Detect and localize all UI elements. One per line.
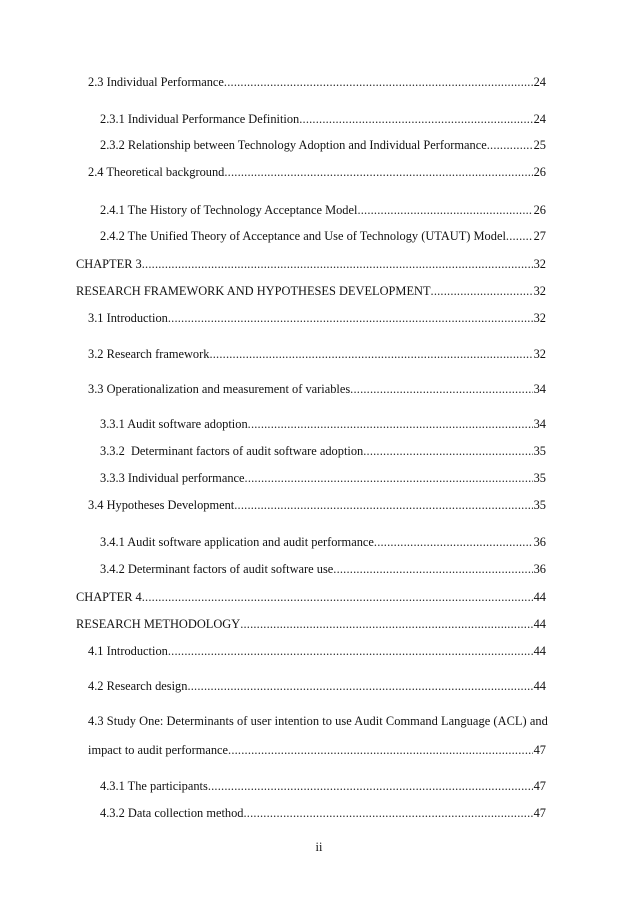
toc-page-number: 32: [533, 284, 546, 298]
toc-label: 2.3.1 Individual Performance Definition: [100, 112, 300, 126]
toc-entry-3-3-2[interactable]: [100, 443, 546, 459]
toc-page-number: 27: [533, 229, 546, 243]
toc-page-number: 34: [533, 382, 546, 396]
toc-page-number: 47: [533, 743, 546, 757]
toc-leader-dots: [142, 589, 533, 605]
toc-entry-3-4-1[interactable]: [100, 534, 546, 550]
toc-label: 3.2 Research framework: [88, 347, 210, 361]
toc-entry-2-3-1[interactable]: [100, 111, 546, 127]
toc-leader-dots: [187, 678, 532, 694]
toc-label: CHAPTER 4: [76, 590, 142, 604]
page-number: ii: [315, 840, 323, 854]
toc-leader-dots: [142, 256, 533, 272]
toc-label: 2.4.2 The Unified Theory of Acceptance and Use of Technology (UTAUT) Model: [100, 229, 506, 243]
toc-leader-dots: [333, 561, 532, 577]
toc-label: 4.2 Research design: [88, 679, 188, 693]
toc-leader-dots: [168, 310, 533, 326]
toc-leader-dots: [240, 616, 532, 632]
toc-entry-3-4-2[interactable]: [100, 561, 546, 577]
toc-entry-4-3-first-line[interactable]: [88, 713, 546, 729]
toc-leader-dots: [208, 778, 533, 794]
toc-leader-dots: [244, 805, 533, 821]
toc-entry-2-4-1[interactable]: [100, 202, 546, 218]
toc-label: 3.4 Hypotheses Development: [88, 498, 235, 512]
toc-leader-dots: [209, 346, 532, 362]
toc-leader-dots: [374, 534, 533, 550]
toc-label: 4.1 Introduction: [88, 644, 168, 658]
toc-entry-3-3[interactable]: [88, 381, 546, 397]
toc-page-number: 47: [533, 779, 546, 793]
toc-label: 2.3 Individual Performance: [88, 75, 224, 89]
toc-leader-dots: [363, 443, 532, 459]
toc-page-number: 32: [533, 347, 546, 361]
toc-entry-2-4-2[interactable]: [100, 228, 546, 244]
toc-label: 3.3 Operationalization and measurement of variables: [88, 382, 351, 396]
toc-page-number: 32: [533, 311, 546, 325]
toc-page-number: 26: [533, 165, 546, 179]
toc-entry-3-3-1[interactable]: [100, 416, 546, 432]
toc-label: 2.4 Theoretical background: [88, 165, 225, 179]
toc-entry-2-3[interactable]: [88, 74, 546, 90]
toc-label: 4.3.1 The participants: [100, 779, 208, 793]
toc-entry-chapter-3-title[interactable]: [76, 283, 546, 299]
toc-page-number: 32: [533, 257, 546, 271]
toc-label: impact to audit performance: [88, 743, 229, 757]
toc-entry-4-3-1[interactable]: [100, 778, 546, 794]
toc-page-number: 35: [533, 471, 546, 485]
toc-entry-2-4[interactable]: [88, 164, 546, 180]
toc-leader-dots: [431, 283, 533, 299]
toc-label: RESEARCH METHODOLOGY: [76, 617, 241, 631]
toc-label: 3.4.2 Determinant factors of audit software use: [100, 562, 334, 576]
toc-entry-3-1[interactable]: [88, 310, 546, 326]
toc-entry-chapter-4-title[interactable]: [76, 616, 546, 632]
toc-page-number: 44: [533, 644, 546, 658]
toc-page-number: 35: [533, 444, 546, 458]
toc-label: CHAPTER 3: [76, 257, 142, 271]
toc-label: 3.3.3 Individual performance: [100, 471, 245, 485]
toc-entry-chapter-3[interactable]: [76, 256, 546, 272]
toc-page-number: 24: [533, 112, 546, 126]
toc-label: 3.3.1 Audit software adoption: [100, 417, 248, 431]
toc-label: 2.3.2 Relationship between Technology Adoption and Individual Performance: [100, 138, 487, 152]
toc-page-number: 34: [533, 417, 546, 431]
toc-entry-3-4[interactable]: [88, 497, 546, 513]
toc-leader-dots: [487, 137, 533, 153]
toc-entry-2-3-2[interactable]: [100, 137, 546, 153]
toc-label: 4.3 Study One: Determinants of user intention to use Audit Command Language (ACL) and: [88, 714, 548, 728]
toc-leader-dots: [357, 202, 532, 218]
toc-leader-dots: [224, 164, 532, 180]
toc-label: 3.4.1 Audit software application and audit performance: [100, 535, 374, 549]
toc-entry-4-3-2[interactable]: [100, 805, 546, 821]
toc-label: 3.1 Introduction: [88, 311, 168, 325]
toc-leader-dots: [248, 416, 533, 432]
toc-page-number: 47: [533, 806, 546, 820]
toc-leader-dots: [506, 228, 533, 244]
toc-leader-dots: [299, 111, 532, 127]
toc-label: 2.4.1 The History of Technology Acceptance Model: [100, 203, 358, 217]
toc-leader-dots: [228, 742, 533, 758]
toc-entry-3-3-3[interactable]: [100, 470, 546, 486]
toc-label: 4.3.2 Data collection method: [100, 806, 244, 820]
toc-page-number: 26: [533, 203, 546, 217]
toc-entry-4-2[interactable]: [88, 678, 546, 694]
toc-page-number: 25: [533, 138, 546, 152]
toc-page-number: 44: [533, 617, 546, 631]
toc-entry-4-1[interactable]: [88, 643, 546, 659]
toc-page-number: 36: [533, 562, 546, 576]
toc-entry-chapter-4[interactable]: [76, 589, 546, 605]
toc-page-number: 35: [533, 498, 546, 512]
toc-leader-dots: [224, 74, 533, 90]
toc-page-number: 24: [533, 75, 546, 89]
toc-leader-dots: [168, 643, 533, 659]
toc-leader-dots: [350, 381, 532, 397]
toc-page-number: 44: [533, 590, 546, 604]
toc-label: 3.3.2 Determinant factors of audit software adoption: [100, 444, 364, 458]
toc-leader-dots: [245, 470, 533, 486]
toc-entry-3-2[interactable]: [88, 346, 546, 362]
toc-page-number: 36: [533, 535, 546, 549]
toc-entry-4-3[interactable]: [88, 742, 546, 758]
toc-page-number: 44: [533, 679, 546, 693]
toc-leader-dots: [234, 497, 532, 513]
toc-label: RESEARCH FRAMEWORK AND HYPOTHESES DEVELOPMENT: [76, 284, 431, 298]
